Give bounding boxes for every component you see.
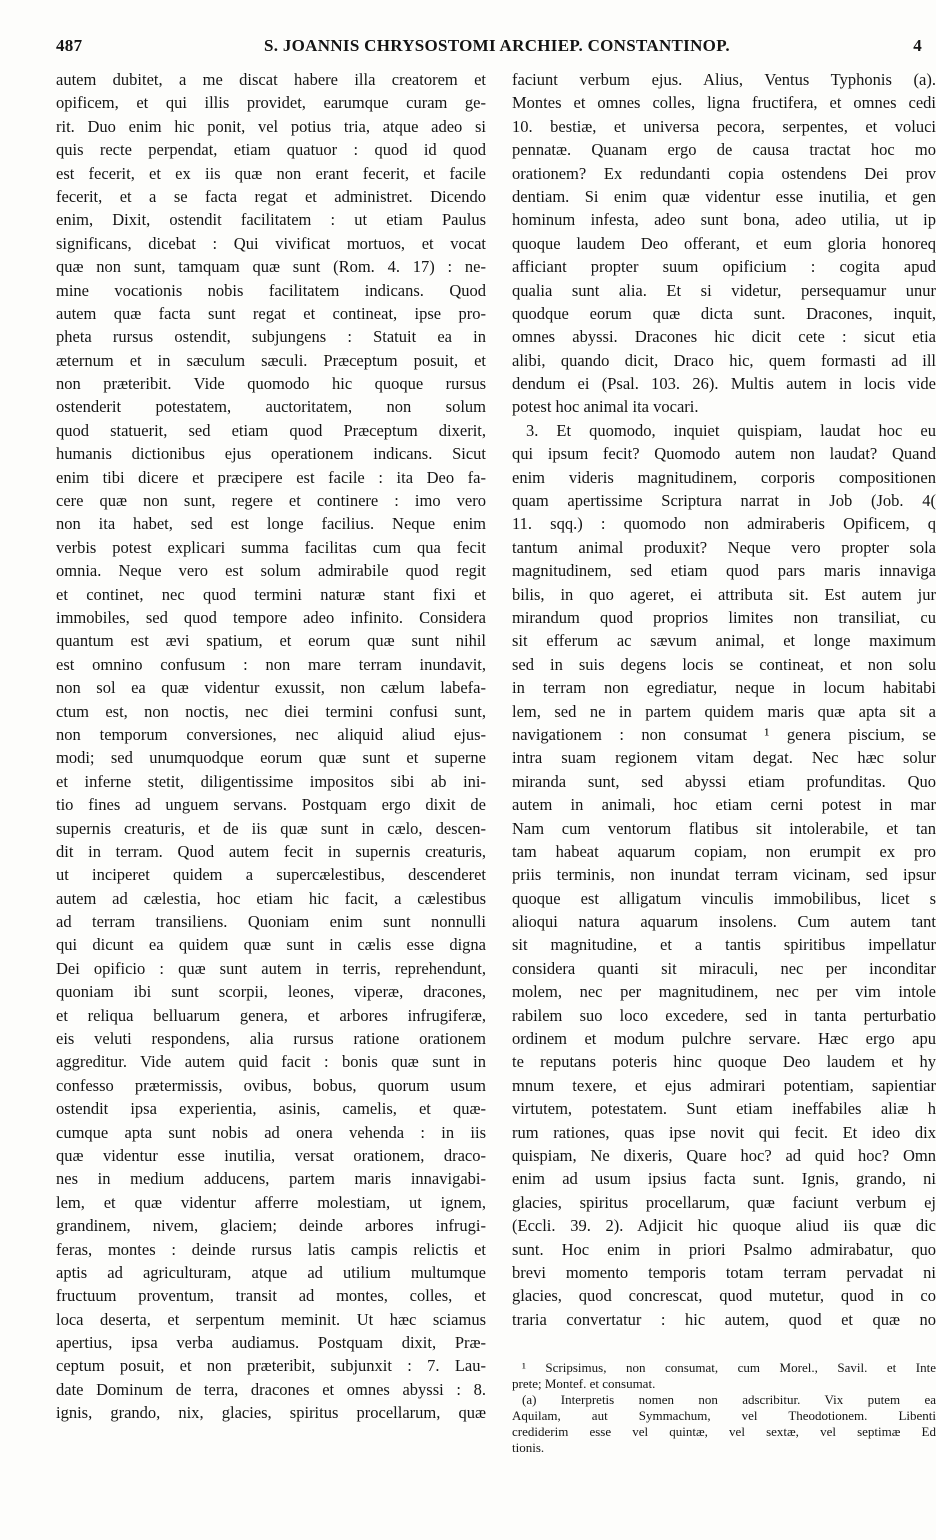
text-line: cumque apta sunt nobis ad onera vehenda : in iis [56,1122,486,1142]
text-line: non præteribit. Vide quomodo hic quoque rursus [56,374,486,394]
text-line: sit magnitudine, et a tantis spiritibus impellatur [512,935,936,955]
text-line: grandinem, nivem, glaciem; deinde arbores infrugi- [56,1216,486,1236]
text-line: 11. sqq.) : quomodo non admiraberis Opificem, q [512,514,936,534]
text-line: glacies, quod concrescat, quod mutetur, quod in co [512,1286,936,1306]
text-line: hominum infesta, adeo sunt bona, adeo utilia, ut ip [512,210,936,230]
text-line: quæ videntur esse inutilia, versat orationem, draco- [56,1145,486,1165]
text-line: 10. bestiæ, et universa pecora, serpentes, et voluci [512,116,936,136]
text-line: quod statuerit, sed etiam quod Præceptum dixerit, [56,420,486,440]
text-line: et continet, nec quod termini naturæ stant fixi et [56,584,486,604]
text-line: aptis ad agriculturam, atque ad utilium multumque [56,1262,486,1282]
text-line: mine vocationis nobis facilitatem indicans. Quod [56,280,486,300]
text-line: virtutem, potestatem. Sunt etiam ineffabiles aliæ h [512,1099,936,1119]
text-line: navigationem : non consumat ¹ genera piscium, se [512,724,936,744]
text-line: et inferne stetit, diligentissime impositos sibi ab ini- [56,771,486,791]
text-line: molem, nec per magnitudinem, nec per vim intole [512,982,936,1002]
footnotes [512,1360,936,1456]
text-line: ignis, grando, nix, glacies, spiritus procellarum, quæ [56,1403,486,1423]
text-line: ad terram transiliens. Quoniam enim sunt nonnulli [56,912,486,932]
text-line: quoque laudem Deo offerant, et eum gloria honoreq [512,233,936,253]
text-line: ostenderit potestatem, auctoritatem, non solum [56,397,486,417]
text-line: fructuum proventum, transit ad montes, colles, et [56,1286,486,1306]
text-line: alioqui natura aquarum insolens. Cum autem tant [512,912,936,932]
text-line: quodque eorum quæ dicta sunt. Dracones, inquit, [512,303,936,323]
text-line: eis veluti respondens, alia rursus ratione orationem [56,1029,486,1049]
text-line: loca deserta, et serpentum meminit. Ut hæc sciamus [56,1309,486,1329]
text-line: Dei opificio : quæ sunt autem in terris, reprehendunt, [56,958,486,978]
text-line: quoniam ibi sunt scorpii, leones, viperæ, dracones, [56,982,486,1002]
text-line: sed in suis degens locis se contineat, et non solu [512,654,936,674]
text-line: afficiant propter suum opificium : cogita apud [512,257,936,277]
text-line: non ita habet, sed est longe facilius. Neque enim [56,514,486,534]
text-line: intra suam regionem vitam degat. Nec hæc solur [512,748,936,768]
text-line: fecerit, et a se facta regat et administret. Dicendo [56,186,486,206]
text-line: tio fines ad unguem servans. Postquam ergo dixit de [56,795,486,815]
text-line: rabilem suo loco excedere, sed in tanta perturbatio [512,1005,936,1025]
text-line: Nam cum ventorum flatibus sit intolerabile, et tan [512,818,936,838]
text-line: pheta rursus ostendit, subjungens : Statuit ea in [56,327,486,347]
running-header [56,36,926,64]
text-line: ctum est, non noctis, nec diei termini confusi sunt, [56,701,486,721]
text-line: quantum est ævi spatium, et eorum quæ sunt nihil [56,631,486,651]
text-line: quis recte perpendat, etiam quatuor : quod id quod [56,140,486,160]
text-line: potest hoc animal ita vocari. [512,397,699,417]
text-line: est omnino confusum : non mare terram inundavit, [56,654,486,674]
text-line: significans, dicebat : Qui vivificat mortuos, et vocat [56,233,486,253]
text-line: æternum et in sæculum sæculi. Præceptum posuit, et [56,350,486,370]
text-line: (Eccli. 39. 2). Adjicit hic quoque aliud iis quæ dic [512,1216,936,1236]
text-line: sunt. Hoc enim in priori Psalmo admirabatur, quo [512,1239,936,1259]
text-line: Montes et omnes colles, ligna fructifera, et omnes cedi [512,93,936,113]
text-line: feras, montes : deinde rursus latis campis relictis et [56,1239,486,1259]
text-line: considera quanti sit miraculi, nec per inconditar [512,958,936,978]
text-line: qualia sunt alia. Et si videtur, persequamur unur [512,280,936,300]
text-line: magnitudinem, sed etiam quod pars maris innaviga [512,561,936,581]
header-right-mark: 4 [913,36,922,55]
text-line: quæ non sunt, tamquam quæ sunt (Rom. 4. 17) : ne- [56,257,486,277]
text-line: dentiam. Si enim quæ videntur esse inutilia, et gen [512,186,936,206]
text-line: ut inciperet quidem a supercælestibus, descenderet [56,865,486,885]
text-line: autem ad cælestia, hoc etiam hic facit, a cælestibus [56,888,486,908]
text-line: quoque est alligatum vinculis immobilibus, licet s [512,888,936,908]
text-line: dit in terram. Quod autem fecit in supernis creaturis, [56,841,486,861]
text-line: immobiles, sed quod tempore adeo infinito. Considera [56,607,486,627]
text-line: alibi, quando dicit, Draco hic, quem formasti ad ill [512,350,936,370]
text-line: in terram non egrediatur, neque in locum habitabi [512,678,936,698]
footnote-line: crediderim esse vel quintæ, vel sextæ, vel septimæ Ed [512,1424,936,1439]
text-line: non sol ea quæ videntur exussit, non cælum labefa- [56,678,486,698]
footnote-line: tionis. [512,1440,545,1455]
text-line: et reliqua belluarum genera, et arbores infrugiferæ, [56,1005,486,1025]
text-line: tantum animal produxit? Neque vero propter sola [512,537,936,557]
text-line: quam apertissime Scriptura narrat in Job (Job. 4( [512,491,936,511]
page-number: 487 [56,36,83,55]
text-line: glacies, spiritus procellarum, quæ faciunt verbum ej [512,1192,936,1212]
text-line: sit efferum ac sævum animal, et longe maximum [512,631,936,651]
text-line: qui dicunt ea quidem quæ sunt in cælis esse digna [56,935,486,955]
text-line: bilis, in quo ageret, ei attributa sit. Est autem jur [512,584,936,604]
text-line: traria convertatur : hic autem, quod et quæ no [512,1309,936,1329]
running-title: S. JOANNIS CHRYSOSTOMI ARCHIEP. CONSTANTINOP. [264,36,730,55]
text-line: enim tibi dicere et præcipere est facile : ita Deo fa- [56,467,486,487]
text-line: orationem? Ex redundanti copia ostendens Dei prov [512,163,936,183]
footnote-line: ¹ Scripsimus, non consumat, cum Morel., Savil. et Inte [522,1360,936,1375]
text-line: supernis creaturis, et de iis quæ sunt in cælo, descen- [56,818,486,838]
text-line: ceptum posuit, et non præteribit, subjunxit : 7. Lau- [56,1356,486,1376]
text-line: 3. Et quomodo, inquiet quispiam, laudat hoc eu [526,420,936,440]
text-line: autem dubitet, a me discat habere illa creatorem et [56,70,486,89]
text-line: dendum ei (Psal. 103. 26). Multis autem in locis vide [512,374,936,394]
text-line: mnum texere, et ejus admirari potentiam, sapientiar [512,1075,936,1095]
footnote-line: Aquilam, aut Symmachum, vel Theodotionem. Libenti [512,1408,936,1423]
text-line: pennatæ. Quanam ergo de causa tractat hoc mo [512,140,936,160]
text-line: modi; sed unumquodque eorum quæ sunt et superne [56,748,486,768]
text-line: lem, sed ne in partem quidem maris quæ apta sit a [512,701,936,721]
text-line: date Dominum de terra, dracones et omnes abyssi : 8. [56,1379,486,1399]
text-line: tam habeat aquarum copiam, non erumpit ex pro [512,841,936,861]
text-line: quispiam, Ne dixeris, Quare hoc? ad quid hoc? Omn [512,1145,936,1165]
text-line: te reputans poteris hinc quoque Deo laudem et hy [512,1052,936,1072]
footnote-line: prete; Montef. et consumat. [512,1376,656,1391]
text-line: autem in animali, hoc etiam cerni potest in mar [512,795,936,815]
text-line: enim, Dixit, ostendit facilitatem : ut etiam Paulus [56,210,486,230]
text-line: lem, et quæ videntur afferre molestiam, ut ignem, [56,1192,486,1212]
text-line: nes in medium adducens, partem maris innavigabi- [56,1169,486,1189]
text-line: ostendit ipsa experientia, asinis, camelis, et quæ- [56,1099,486,1119]
text-line: humanis dictionibus ejus operationem indicans. Sicut [56,444,486,464]
text-line: brevi momento temporis totam terram pervadat ni [512,1262,936,1282]
text-line: omnia. Neque vero est solum admirabile quod regit [56,561,486,581]
right-text-column [512,68,936,1331]
text-line: miranda sunt, sed abyssi etiam profunditas. Quo [512,771,936,791]
text-line: enim ad usum ipsius facta sunt. Ignis, grando, ni [512,1169,936,1189]
text-line: rit. Duo enim hic ponit, vel potius tria, atque adeo si [56,116,486,136]
text-line: verbis potest explicari summa facilitas cum qua fecit [56,537,486,557]
text-line: aggreditur. Vide autem quid facit : bonis quæ sunt in [56,1052,486,1072]
text-line: est fecerit, et ex iis quæ non erant fecerit, et facile [56,163,486,183]
text-line: ordinem et modum pulchre servare. Hæc ergo apu [512,1029,936,1049]
text-line: autem quæ facta sunt regat et contineat, ipse pro- [56,303,486,323]
left-text-column [56,68,486,1425]
text-line: faciunt verbum ejus. Alius, Ventus Typhonis (a). [512,70,936,89]
text-line: cere quæ non sunt, regere et continere : imo vero [56,491,486,511]
text-line: priis terminis, non inundat terram vicinam, sed ipsur [512,865,936,885]
text-line: qui ipsum fecit? Quomodo autem non laudat? Quand [512,444,936,464]
text-line: enim videris magnitudinem, corporis compositionen [512,467,936,487]
footnote-line: (a) Interpretis nomen non adscribitur. Vix putem ea [522,1392,936,1407]
text-line: apertius, ipsa verba audiamus. Postquam dixit, Præ- [56,1333,486,1353]
text-line: confesso prætermissis, ovibus, bobus, quorum usum [56,1075,486,1095]
text-line: mirandum quod proprios limites non transiliat, cu [512,607,936,627]
text-line: rum rationes, quas ipse novit qui fecit. Et ideo dix [512,1122,936,1142]
text-line: omnes abyssi. Dracones hic dicit cete : sicut etia [512,327,936,347]
text-line: opificem, et qui illis providet, earumque curam ge- [56,93,486,113]
text-line: non temporum conversiones, nec aliquid aliud ejus- [56,724,486,744]
